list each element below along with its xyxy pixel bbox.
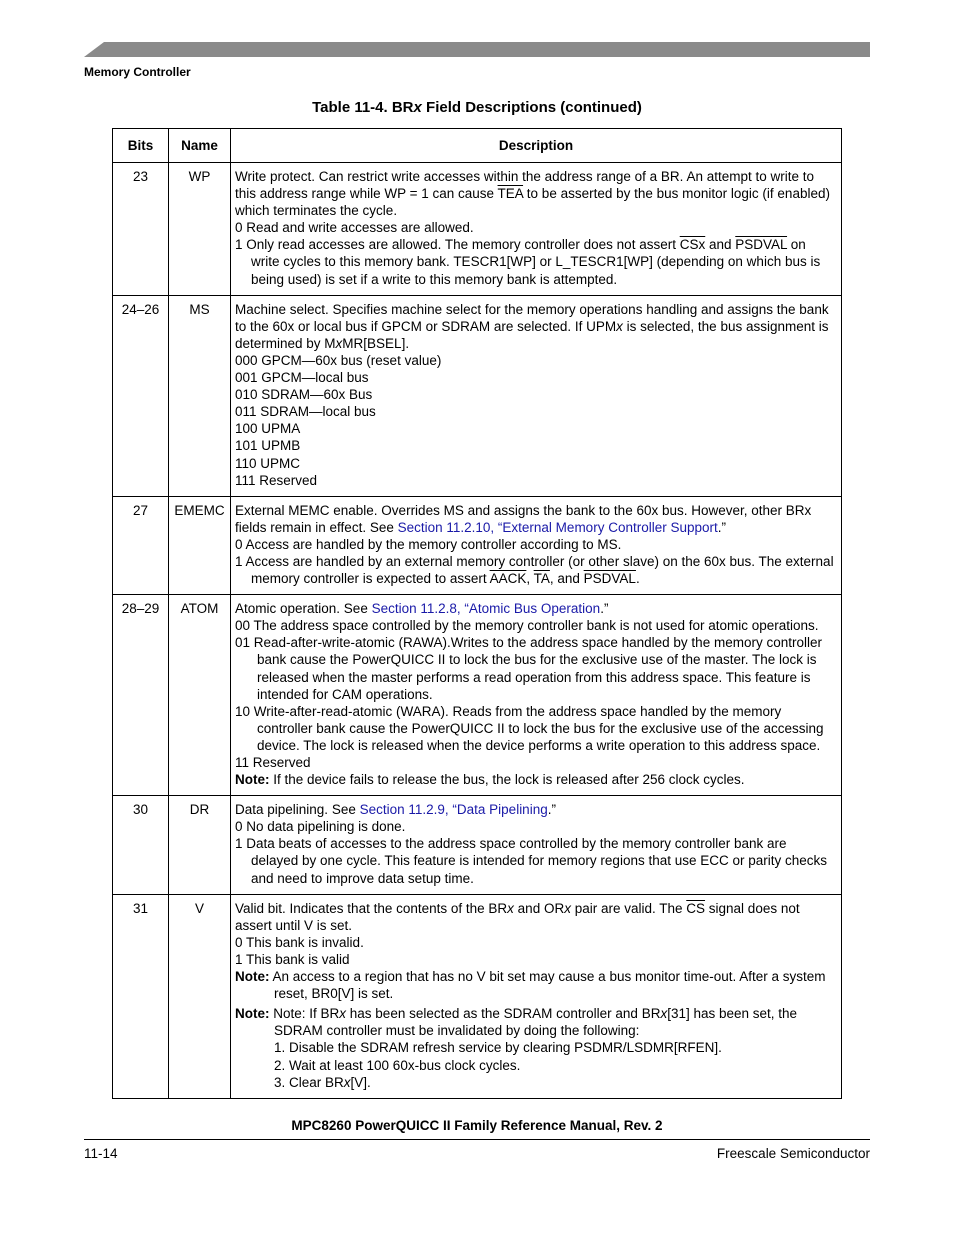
option-line: 001 GPCM—local bus bbox=[235, 370, 369, 386]
signal-name: PSDVAL bbox=[583, 571, 636, 587]
footer-divider bbox=[84, 1139, 870, 1140]
header-bar bbox=[84, 42, 870, 57]
column-header-name: Name bbox=[169, 129, 231, 163]
option-line: 110 UPMC bbox=[235, 455, 301, 471]
table-row bbox=[113, 595, 842, 796]
step-line: 1. Disable the SDRAM refresh service by clearing PSDMR/LSDMR[RFEN]. bbox=[274, 1040, 722, 1056]
option-line: 1 Access are handled by an external memory controller (or other slave) on the 60x bus. The external memory controller is expected to assert AACK, $\overline{TA}$, and PSDVAL. bbox=[235, 553, 834, 587]
description-text: Machine select. Specifies machine select for the memory operations handling and assigns the bank to the 60x or local bus if GPCM or SDRAM are selected. If UPMx is selected, the bus assignment is determined by MxMR[BSEL]. bbox=[235, 301, 829, 351]
bits-cell: 27 bbox=[113, 496, 169, 594]
description-text: Write protect. Can restrict write accesses within the address range of a BR. An attempt to write to this address range while WP = 1 can cause $\overline{TEA}$ to be asserted by the bus monitor logic (if enabled) which terminates the cycle. bbox=[235, 169, 830, 219]
name-cell: WP bbox=[169, 163, 231, 296]
option-line: 00 The address space controlled by the memory controller bank is not used for atomic operations. bbox=[235, 618, 819, 634]
section-link-external-memory-controller[interactable]: Section 11.2.10, “External Memory Controller Support bbox=[397, 519, 718, 535]
option-line: 0 Read and write accesses are allowed. bbox=[235, 220, 474, 236]
option-line: 0 This bank is invalid. bbox=[235, 934, 364, 950]
section-header: Memory Controller bbox=[84, 65, 191, 79]
option-line: 101 UPMB bbox=[235, 438, 301, 454]
name-cell: V bbox=[169, 894, 231, 1098]
name-cell: DR bbox=[169, 796, 231, 894]
table-row bbox=[113, 796, 842, 894]
option-line: 1 This bank is valid bbox=[235, 951, 350, 967]
table-row bbox=[113, 496, 842, 594]
signal-name: $\overline{TA}$ bbox=[533, 571, 550, 587]
field-descriptions-table bbox=[112, 128, 842, 1099]
table-title: Table 11-4. BRx Field Descriptions (continued) bbox=[312, 99, 642, 116]
description-cell bbox=[231, 894, 842, 1098]
footer-title: MPC8260 PowerQUICC II Family Reference Manual, Rev. 2 bbox=[291, 1118, 663, 1133]
table-row bbox=[113, 163, 842, 296]
option-line: 11 Reserved bbox=[235, 755, 311, 770]
section-link-data-pipelining[interactable]: Section 11.2.9, “Data Pipelining bbox=[359, 802, 548, 818]
signal-name: $\overline{TEA}$ bbox=[497, 186, 524, 202]
section-link-atomic-bus-operation[interactable]: Section 11.2.8, “Atomic Bus Operation bbox=[371, 601, 601, 617]
description-cell bbox=[231, 295, 842, 496]
option-line: 111 Reserved bbox=[235, 472, 318, 488]
description-cell bbox=[231, 496, 842, 594]
name-cell: ATOM bbox=[169, 595, 231, 796]
bits-cell: 30 bbox=[113, 796, 169, 894]
description-text: Valid bit. Indicates that the contents of the BRx and ORx pair are valid. The $\overline{CS}$ signal does not assert until V is set. bbox=[235, 900, 800, 933]
option-line: 000 GPCM—60x bus (reset value) bbox=[235, 352, 442, 368]
option-line: 1 Data beats of accesses to the address space controlled by the memory controller bank are delayed by one cycle. This feature is intended for memory regions that use ECC or parity checks and need to improve data setup time. bbox=[235, 836, 828, 886]
signal-name: $\overline{CS}$ bbox=[686, 900, 706, 916]
option-line: 1 Only read accesses are allowed. The memory controller does not assert $\overline{CSx}$ and PSDVAL on write cycles to this memory bank. TESCR1[WP] or L_TESCR1[WP] (depending on which bus is being used) is set if a write to this memory bank is attempted. bbox=[235, 237, 821, 287]
description-cell bbox=[231, 163, 842, 296]
signal-name: PSDVAL bbox=[735, 237, 788, 253]
description-cell bbox=[231, 595, 842, 796]
description-cell bbox=[231, 796, 842, 894]
publisher-name: Freescale Semiconductor bbox=[716, 1146, 870, 1161]
option-line: 011 SDRAM—local bus bbox=[235, 404, 376, 420]
page-number: 11-14 bbox=[84, 1146, 118, 1161]
signal-name: $\overline{CSx}$ bbox=[679, 237, 706, 253]
option-line: 10 Write-after-read-atomic (WARA). Reads from the address space handled by the memory controller bank cause the PowerQUICC II to lock the bus for the exclusive use of the accessing device. The lock is released when the device performs a write operation to this address space. bbox=[235, 703, 824, 753]
bits-cell: 31 bbox=[113, 894, 169, 1098]
option-line: 01 Read-after-write-atomic (RAWA).Writes to the address space handled by the memory controller bank cause the PowerQUICC II to lock the bus for the exclusive use of the master. The lock is released when the master performs a read operation from this address space. This feature is intended for CAM operations. bbox=[235, 635, 822, 702]
column-header-bits: Bits bbox=[113, 129, 169, 163]
option-line: 0 Access are handled by the memory controller according to MS. bbox=[235, 536, 622, 552]
description-text: Data pipelining. See Section 11.2.9, “Data Pipelining.” bbox=[235, 802, 556, 818]
table-row bbox=[113, 295, 842, 496]
description-text: External MEMC enable. Overrides MS and assigns the bank to the 60x bus. However, other BRx fields remain in effect. See Section 11.2.10, “External Memory Controller Support.” bbox=[235, 502, 812, 535]
bits-cell: 24–26 bbox=[113, 295, 169, 496]
option-line: 010 SDRAM—60x Bus bbox=[235, 387, 373, 403]
table-header-row bbox=[113, 129, 842, 163]
option-line: 0 No data pipelining is done. bbox=[235, 819, 406, 835]
description-text: Atomic operation. See Section 11.2.8, “Atomic Bus Operation.” bbox=[235, 601, 609, 617]
table-row bbox=[113, 894, 842, 1098]
note: Note: Note: If BRx has been selected as the SDRAM controller and BRx[31] has been set, the SDRAM controller must be invalidated by doing the following: bbox=[235, 1006, 798, 1039]
name-cell: EMEMC bbox=[169, 496, 231, 594]
name-cell: MS bbox=[169, 295, 231, 496]
note: Note: If the device fails to release the bus, the lock is released after 256 clock cycles. bbox=[235, 772, 745, 788]
option-line: 100 UPMA bbox=[235, 421, 301, 437]
note: Note: An access to a region that has no V bit set may cause a bus monitor time-out. After a system reset, BR0[V] is set. bbox=[235, 969, 826, 1002]
signal-name: AACK bbox=[489, 571, 527, 587]
step-line: 2. Wait at least 100 60x-bus clock cycles. bbox=[274, 1057, 521, 1073]
step-line: 3. Clear BRx[V]. bbox=[274, 1074, 371, 1090]
bits-cell: 23 bbox=[113, 163, 169, 296]
column-header-description: Description bbox=[231, 129, 842, 163]
bits-cell: 28–29 bbox=[113, 595, 169, 796]
